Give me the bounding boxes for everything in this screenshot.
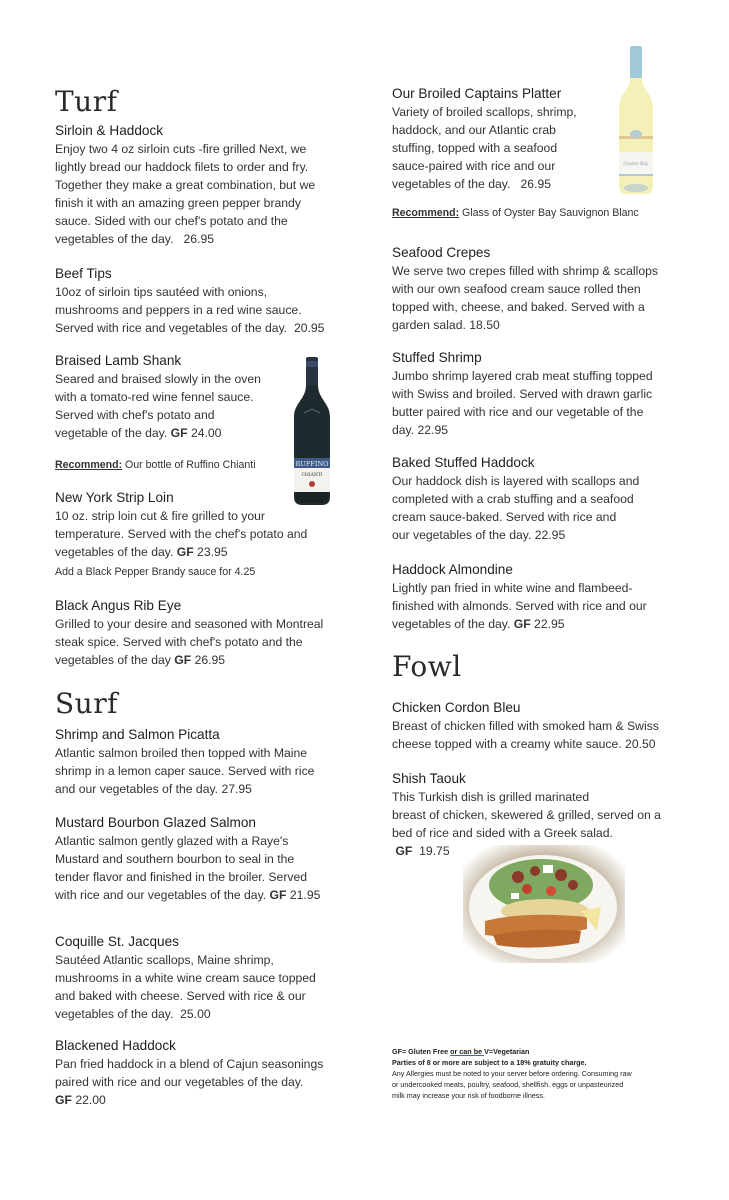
gf-badge: GF [55, 1093, 72, 1107]
menu-item-shrimp-salmon-picatta [55, 726, 365, 798]
item-description: Grilled to your desire and seasoned with Montreal steak spice. Served with chef's potato and the vegetables of the day GF 26.95 [55, 617, 324, 667]
item-name: Mustard Bourbon Glazed Salmon [55, 815, 256, 830]
item-description: We serve two crepes filled with shrimp & scallops with our own seafood cream sauce rolled then topped with, cheese, and baked. Served with a garden salad. 18.50 [392, 264, 658, 332]
recommendation-oyster-bay: Recommend: Glass of Oyster Bay Sauvignon Blanc [392, 207, 639, 219]
item-name: Black Angus Rib Eye [55, 598, 182, 613]
item-name: Coquille St. Jacques [55, 934, 179, 949]
section-title-surf: Surf [55, 687, 118, 720]
svg-text:RUFFINO: RUFFINO [295, 460, 329, 468]
item-description: Sautéed Atlantic scallops, Maine shrimp, mushrooms in a white wine cream sauce topped and baked with cheese. Served with rice & our vegetables of the day. 25.00 [55, 953, 316, 1021]
item-description: 10 oz. strip loin cut & fire grilled to your temperature. Served with the chef's potato and vegetables of the day. GF 23.95 [55, 509, 308, 559]
item-price: 22.00 [71, 1093, 106, 1107]
item-description: Atlantic salmon gently glazed with a Raye's Mustard and southern bourbon to seal in the tender flavor and finished in the broiler. Served with rice and our vegetables of the day. GF 21.95 [55, 834, 321, 902]
item-name: Shrimp and Salmon Picatta [55, 727, 220, 742]
item-price: 24.00 [187, 426, 222, 440]
add-on-note: Add a Black Pepper Brandy sauce for 4.25 [55, 566, 256, 578]
item-description: 10oz of sirloin tips sautéed with onions, mushrooms and peppers in a red wine sauce. Served with rice and vegetables of the day. 20.95 [55, 285, 325, 335]
menu-item-seafood-crepes [392, 244, 712, 334]
menu-item-new-york-strip-loin [55, 489, 365, 580]
item-description: Pan fried haddock in a blend of Cajun seasonings paired with rice and our vegetables of the day. GF 22.00 [55, 1057, 324, 1107]
item-price: 22.95 [534, 528, 566, 542]
recommendation-ruffino: Recommend: Our bottle of Ruffino Chianti [55, 459, 256, 471]
item-price: 20.50 [625, 737, 656, 751]
item-name: Blackened Haddock [55, 1038, 176, 1053]
item-price: 27.95 [221, 782, 252, 796]
gf-badge: GF [174, 653, 192, 667]
item-description: Our haddock dish is layered with scallops and completed with a crab stuffing and a seafood cream sauce-baked. Served with rice and our vegetables of the day. 22.95 [392, 474, 640, 542]
gf-badge: GF [395, 844, 413, 858]
section-title-turf: Turf [55, 85, 118, 118]
item-price: 21.95 [286, 888, 321, 902]
gf-badge: GF [513, 617, 531, 631]
item-price: 18.50 [469, 318, 500, 332]
gf-badge: GF [170, 426, 188, 440]
item-name: Braised Lamb Shank [55, 353, 182, 368]
menu-item-black-angus-rib-eye [55, 597, 375, 669]
white-wine-bottle-image [616, 44, 656, 196]
item-name: Our Broiled Captains Platter [392, 86, 562, 101]
item-price: 25.00 [180, 1007, 211, 1021]
gratuity-notice: Parties of 8 or more are subject to a 18% gratuity charge. [392, 1058, 587, 1067]
svg-text:CHIANTI: CHIANTI [301, 473, 323, 478]
item-price: 19.75 [412, 844, 450, 858]
item-price: 23.95 [193, 545, 228, 559]
item-description: Seared and braised slowly in the oven with a tomato-red wine fennel sauce. Served with chef's potato and vegetable of the day. GF 24.00 [55, 372, 261, 440]
gf-badge: GF [269, 888, 287, 902]
item-name: Beef Tips [55, 266, 112, 281]
menu-item-broiled-captains-platter [392, 85, 622, 193]
menu-footer-notes [392, 1046, 692, 1101]
item-description: Enjoy two 4 oz sirloin cuts -fire grilled Next, we lightly bread our haddock filets to order and fry. Together they make a great combination, but we finish it with an amazing green pepper brandy sauce. Sided with our chef's potato and the vegetables of the day. 26.95 [55, 142, 316, 246]
menu-item-coquille-st-jacques [55, 933, 365, 1023]
menu-item-braised-lamb-shank [55, 352, 295, 442]
menu-item-stuffed-shrimp [392, 349, 712, 439]
menu-item-mustard-bourbon-glazed-salmon [55, 814, 375, 904]
item-name: New York Strip Loin [55, 490, 174, 505]
item-price: 22.95 [417, 423, 449, 437]
item-name: Chicken Cordon Bleu [392, 700, 521, 715]
gf-badge: GF [176, 545, 194, 559]
item-description: Atlantic salmon broiled then topped with Maine shrimp in a lemon caper sauce. Served with rice and our vegetables of the day. 27.95 [55, 746, 315, 796]
menu-item-baked-stuffed-haddock [392, 454, 712, 544]
item-price: 26.95 [191, 653, 226, 667]
item-name: Haddock Almondine [392, 562, 513, 577]
allergy-notice-line: Any Allergies must be noted to your server before ordering. Consuming raw [392, 1069, 632, 1078]
item-price: 22.95 [530, 617, 565, 631]
red-wine-bottle-image [290, 355, 334, 507]
allergy-notice-line: milk may increase your risk of foodborne illness. [392, 1091, 545, 1100]
menu-item-haddock-almondine [392, 561, 712, 633]
section-title-fowl: Fowl [392, 650, 462, 683]
item-name: Stuffed Shrimp [392, 350, 482, 365]
menu-item-blackened-haddock [55, 1037, 365, 1109]
item-name: Seafood Crepes [392, 245, 491, 260]
shish-taouk-photo [463, 845, 625, 963]
svg-text:Oyster Bay: Oyster Bay [623, 162, 649, 167]
item-description: Variety of broiled scallops, shrimp, haddock, and our Atlantic crab stuffing, topped with a seafood sauce-paired with rice and our vegetables of the day. 26.95 [392, 105, 577, 191]
item-price: 26.95 [520, 177, 552, 191]
legend-line: GF= Gluten Free or can be V=Vegetarian [392, 1047, 530, 1056]
menu-item-beef-tips [55, 265, 375, 337]
item-name: Sirloin & Haddock [55, 123, 164, 138]
menu-item-chicken-cordon-bleu [392, 699, 712, 753]
item-name: Baked Stuffed Haddock [392, 455, 535, 470]
item-name: Shish Taouk [392, 771, 466, 786]
item-description: This Turkish dish is grilled marinated breast of chicken, skewered & grilled, served on a bed of rice and sided with a Greek salad. GF 19.75 [392, 790, 661, 858]
item-description: Breast of chicken filled with smoked ham & Swiss cheese topped with a creamy white sauce. 20.50 [392, 719, 659, 751]
menu-item-sirloin-haddock [55, 122, 365, 248]
allergy-notice-line: or undercooked meats, poultry, seafood, shellfish. eggs or unpasteurized [392, 1080, 624, 1089]
item-price: 20.95 [293, 321, 325, 335]
item-description: Lightly pan fried in white wine and flambeed- finished with almonds. Served with rice and our vegetables of the day. GF 22.95 [392, 581, 647, 631]
item-description: Jumbo shrimp layered crab meat stuffing topped with Swiss and broiled. Served with drawn garlic butter paired with rice and our vegetable of the day. 22.95 [392, 369, 653, 437]
item-price: 26.95 [183, 232, 215, 246]
